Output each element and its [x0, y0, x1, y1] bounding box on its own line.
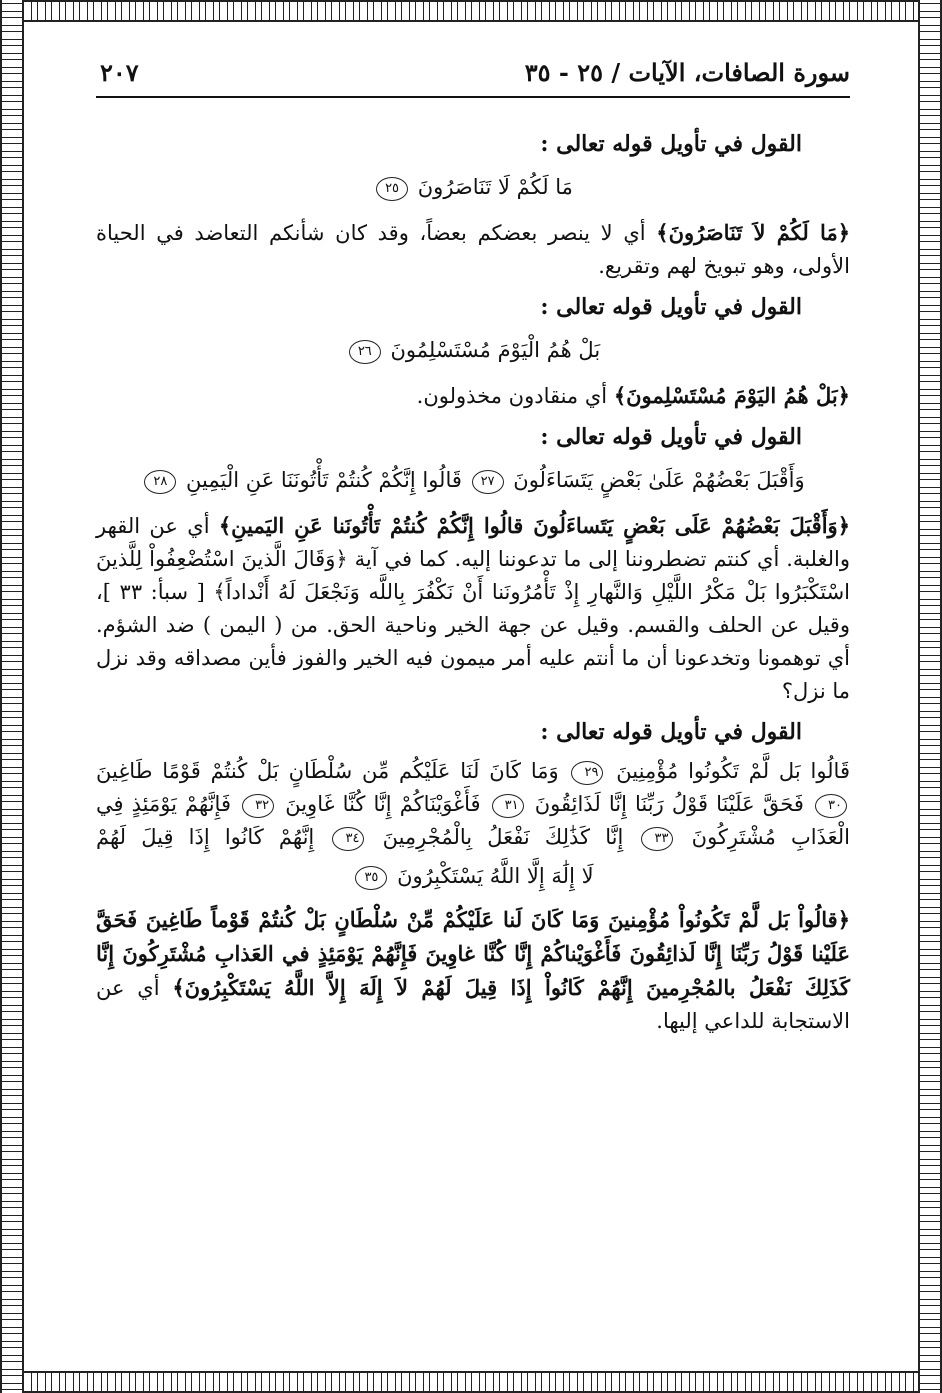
- quran-verse-line: [96, 755, 850, 788]
- commentary-paragraph: [96, 216, 850, 283]
- commentary-paragraph: [96, 509, 850, 708]
- quran-verse: [96, 334, 850, 367]
- commentary-quote: ﴿بَلْ هُمُ اليَوْمَ مُسْتَسْلِمونَ﴾: [613, 383, 850, 408]
- quran-verse: [96, 464, 850, 497]
- inner-quote: ﴿وَقَالَ الَّذينَ اسْتُضْعِفُواْ لِلَّذينَ اسْتَكْبَرُوا بَلْ مَكْرُ اللَّيْلِ وَالنَّهارِ إِذْ تَأْمُرُونَنا أَنْ نَكْفُرَ بِاللَّه وَنَجْعَلَ لَهُ أَنْداداً﴾: [96, 547, 850, 604]
- verse-number-marker: ٣٥: [355, 866, 387, 890]
- section-heading: القول في تأويل قوله تعالى :: [540, 719, 802, 745]
- commentary-text: أي لا ينصر بعضكم بعضاً، وقد كان شأنكم التعاضد في الحياة الأولى، وهو تبويخ لهم وتقريع.: [96, 221, 850, 278]
- quran-verse-line: [96, 821, 850, 854]
- verse-number-marker: ٣٤: [332, 827, 364, 851]
- verse-number-marker: ٣١: [492, 794, 524, 818]
- running-title: سورة الصافات، الآيات / ٢٥ - ٣٥: [524, 58, 850, 87]
- verse-text: فَحَقَّ عَلَيْنَا قَوْلُ رَبِّنَا إِنَّا لَذَائِقُونَ: [534, 792, 804, 816]
- verse-number-marker: ٢٩: [571, 761, 603, 785]
- verse-text: إِنَّا كَذَٰلِكَ نَفْعَلُ بِالْمُجْرِمِينَ: [382, 825, 624, 849]
- page: [96, 52, 850, 1333]
- verse-text: قَالُوا إِنَّكُمْ كُنتُمْ تَأْتُونَنَا عَنِ الْيَمِينِ: [186, 468, 462, 492]
- page-header: [96, 52, 850, 98]
- verse-number-marker: ٣٣: [641, 827, 673, 851]
- commentary-text: أي عن القهر والغلبة. أي كنتم تضطروننا إلى ما تدعوننا إليه. كما في آية: [96, 514, 850, 571]
- commentary-paragraph: [96, 903, 850, 1038]
- verse-text: فَأَغْوَيْنَاكُمْ إِنَّا كُنَّا غَاوِينَ: [285, 792, 481, 816]
- verse-text: قَالُوا بَل لَّمْ تَكُونُوا مُؤْمِنِينَ: [616, 759, 850, 783]
- verse-text: وَمَا كَانَ لَنَا عَلَيْكُم مِّن سُلْطَانٍ بَلْ كُنتُمْ قَوْمًا طَاغِينَ: [96, 759, 559, 783]
- verse-text: إِنَّهُمْ كَانُوا إِذَا قِيلَ لَهُمْ: [96, 825, 315, 849]
- ornamental-border-left: [0, 0, 24, 1393]
- section-heading: القول في تأويل قوله تعالى :: [540, 294, 802, 320]
- ornamental-border-right: [918, 0, 942, 1393]
- verse-number-marker: ٢٦: [349, 340, 381, 364]
- quran-verse-line: [96, 860, 850, 893]
- section-heading: القول في تأويل قوله تعالى :: [540, 131, 802, 157]
- commentary-text: أي عن الاستجابة للداعي إليها.: [96, 976, 850, 1033]
- verse-number-marker: ٢٧: [472, 470, 504, 494]
- verse-text: الْعَذَابِ مُشْتَرِكُونَ: [691, 825, 850, 849]
- verse-text: مَا لَكُمْ لَا تَنَاصَرُونَ: [417, 175, 573, 199]
- verse-text: لَا إِلَٰهَ إِلَّا اللَّهُ يَسْتَكْبِرُونَ: [397, 864, 594, 888]
- ornamental-border-top: [0, 0, 942, 22]
- ornamental-border-bottom: [0, 1371, 942, 1393]
- commentary-text: [ سبأ: ٣٣ ]، وقيل عن الحلف والقسم. وقيل عن جهة الخير وناحية الحق. من ( اليمن ) ضد الشؤم. أي توهمونا وتخدعونا أن ما أنتم عليه أمر ميمون فيه الخير والفوز فأين مصداقه وقد نزل ما نزل؟: [96, 580, 850, 703]
- verse-number-marker: ٣٢: [242, 794, 274, 818]
- commentary-quote: ﴿قالُواْ بَل لَّمْ تَكُونُواْ مُؤْمِنينَ وَمَا كَانَ لَنا عَلَيْكُمْ مِّنْ سُلْطَانٍ بَلْ كُنتُمْ قَوْماً طَاغِينَ فَحَقَّ عَلَيْنا قَوْلُ رَبِّنَا إِنَّا لَذائِقُونَ فَأَغْوَيْناكُمْ إِنَّا كُنَّا غاوِينَ فَإِنَّهُمْ يَوْمَئِذٍ في العَذابِ مُشْتَرِكُونَ إِنَّا كَذَلِكَ نَفْعَلُ بالمُجْرِمينَ إِنَّهُمْ كَانُواْ إِذَا قِيلَ لَهُمْ لاَ إِلَهَ إِلاَّ اللَّهُ يَسْتَكْبِرُونَ﴾: [96, 907, 850, 1000]
- commentary-text: أي منقادون مخذولون.: [416, 384, 614, 408]
- commentary-quote: ﴿وَأَقْبَلَ بَعْضُهُمْ عَلَى بَعْضٍ يَتَساءَلُونَ قالُوا إِنَّكُمْ كُنتُمْ تَأْتُونَنا عَنِ اليَمينِ﴾: [218, 513, 851, 538]
- verse-number-marker: ٣٠: [815, 794, 847, 818]
- quran-verse: [96, 171, 850, 204]
- commentary-paragraph: [96, 379, 850, 413]
- section-heading: القول في تأويل قوله تعالى :: [540, 424, 802, 450]
- verse-number-marker: ٢٨: [144, 470, 176, 494]
- page-number: ٢٠٧: [100, 58, 139, 87]
- verse-text: فَإِنَّهُمْ يَوْمَئِذٍ فِي: [96, 792, 231, 816]
- verse-number-marker: ٢٥: [376, 177, 408, 201]
- verse-text: وَأَقْبَلَ بَعْضُهُمْ عَلَىٰ بَعْضٍ يَتَسَاءَلُونَ: [513, 468, 805, 492]
- verse-text: بَلْ هُمُ الْيَوْمَ مُسْتَسْلِمُونَ: [390, 338, 601, 362]
- commentary-quote: ﴿مَا لَكُمْ لاَ تَنَاصَرُونَ﴾: [656, 220, 851, 245]
- page-content: [96, 128, 850, 1046]
- quran-verse-line: [96, 788, 850, 821]
